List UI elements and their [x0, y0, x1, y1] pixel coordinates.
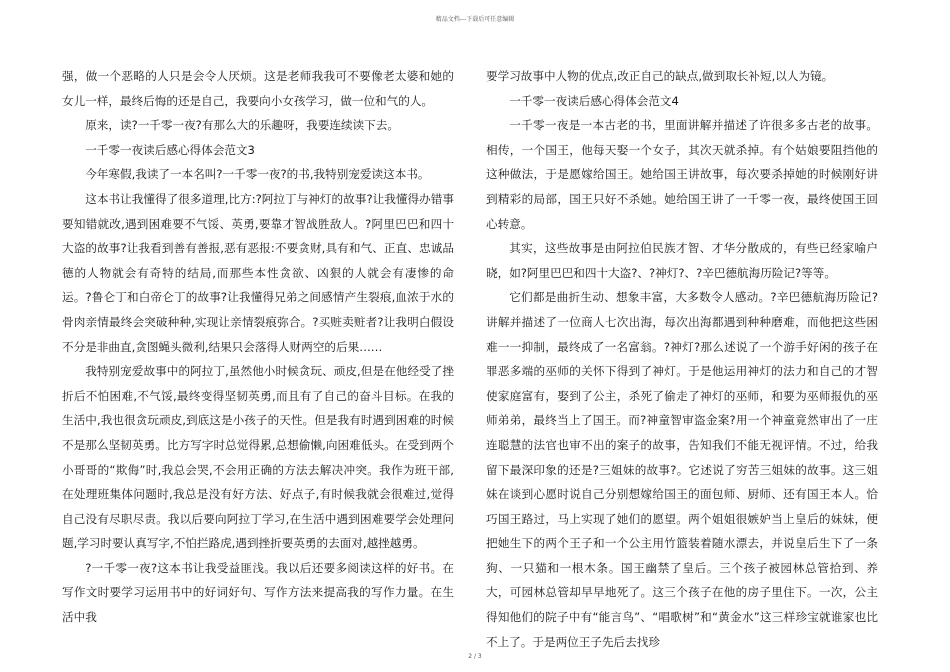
- paragraph: 强，做一个恶略的人只是会令人厌烦。这是老师我我可不要像老太婆和她的女儿一样，最终后悔的还是自己，我要向小女孩学习，做一位和气的人。: [62, 69, 454, 108]
- paragraph: 一千零一夜是一本古老的书，里面讲解并描述了许很多多古老的故事。相传，一个国王，他每天娶一个女子，其次天就杀掉。有个姑娘要阻挡他的这种做法，于是愿嫁给国王。她给国王讲故事，每次要杀掉她的时候刚好讲到精彩的局部，国王只好不杀她。她给国王讲了一千零一夜，最终使国王回心转意。: [486, 118, 878, 231]
- paragraph: ?一千零一夜?这本书让我受益匪浅。我以后还要多阅读这样的好书。在写作文时要学习运用书中的好词好句、写作方法来提高我的写作力量。在生活中我: [62, 560, 454, 625]
- paragraph: 这本书让我懂得了很多道理,比方:?阿拉丁与神灯的故事?让我懂得办错事要知错就改,遇到困难要不气馁、英勇,要靠才智战胜敌人。?阿里巴巴和四十大盗的故事?让我看到善有善报,恶有恶报:不要贪财,具有和气、正直、忠诚品德的人物就会有奇特的结局,而那些本性贪欲、凶狠的人就会有凄惨的命运。?鲁仑丁和白帝仑丁的故事?让我懂得兄弟之间感情产生裂痕,血浓于水的骨肉亲情最终会突破种种,实现让亲情裂痕弥合。?买赃卖赃者?让我明白假设不分是非曲直,贪图蝇头微利,结果只会落得人财两空的后果……: [62, 191, 454, 354]
- paragraph: 它们都是曲折生动、想象丰富，大多数令人感动。?辛巴德航海历险记?讲解并描述了一位商人七次出海，每次出海都遇到种种磨难，而他把这些困难一一抑制，最终成了一名富翁。?神灯?那么述说了一个游手好闲的孩子在罪恶多端的巫师的关怀下得到了神灯。于是他运用神灯的法力和自己的才智使家庭富有，娶到了公主，杀死了偷走了神灯的巫师，和要为巫师报仇的巫师弟弟，最终当上了国王。而?神童智审盗金案?用一个神童竟然审出了一庄连聪慧的法官也审不出的案子的故事，告知我们不能无视评情。不过，给我留下最深印象的还是?三姐妹的故事?。它述说了穷苦三姐妹的故事。这三姐妹在谈到心愿时说自己分别想嫁给国王的面包师、厨师、还有国王本人。恰巧国王路过，马上实现了她们的愿望。两个姐姐很嫉妒当上皇后的妹妹，便把她生下的两个王子和一个公主用竹篮装着随水漂去，并说皇后生下了一条狗、一只猫和一根木条。国王幽禁了皇后。三个孩子被园林总管拾到、养大，可园林总管却早早地死了。这三个孩子在他的房子里住下。一次，公主得知他们的院子中有“能言鸟”、“唱歌树”和“黄金水”这三样珍宝就谁家也比不上了。于是两位王子先后去找珍: [486, 290, 878, 649]
- paragraph: 我特别宠爱故事中的阿拉丁,虽然他小时候贪玩、顽皮,但是在他经受了挫折后不怕困难,不气馁,最终变得坚韧英勇,而且有了自己的奋斗目标。在我的生活中,我也很贪玩顽皮,到底这是小孩子的天性。但是我有时遇到困难的时候不是那么坚韧英勇。比方写字时总觉得累,总想偷懒,向困难低头。在受到两个小哥哥的“欺侮”时,我总会哭,不会用正确的方法去解决冲突。我作为班干部,在处理班集体问题时,我总是没有好方法、好点子,有时候我就会很难过,觉得自己没有尽职尽责。我以后要向阿拉丁学习,在生活中遇到困难要学会处理问题,学习时要认真写字,不怕拦路虎,遇到挫折要英勇的去面对,越挫越勇。: [62, 364, 454, 551]
- paragraph: 今年寒假,我读了一本名叫?一千零一夜?的书,我特别宠爱读这本书。: [85, 167, 430, 182]
- page-header: 精品文档---下载后可任意编辑: [435, 16, 515, 23]
- section-heading: 一千零一夜读后感心得体会范文4: [509, 93, 679, 108]
- paragraph: 原来，读?一千零一夜?有那么大的乐趣呀，我要连续读下去。: [85, 118, 399, 133]
- page-number: 2 / 3: [468, 653, 482, 660]
- paragraph: 要学习故事中人物的优点,改正自己的缺点,做到取长补短,以人为镜。: [486, 69, 834, 83]
- paragraph: 其实，这些故事是由阿拉伯民族才智、才华分散成的，有些已经家喻户晓，如?阿里巴巴和四十大盗?、?神灯?、?辛巴德航海历险记?等等。: [486, 241, 878, 280]
- right-column: [486, 64, 878, 654]
- left-column: [62, 64, 454, 630]
- section-heading: 一千零一夜读后感心得体会范文3: [85, 142, 255, 157]
